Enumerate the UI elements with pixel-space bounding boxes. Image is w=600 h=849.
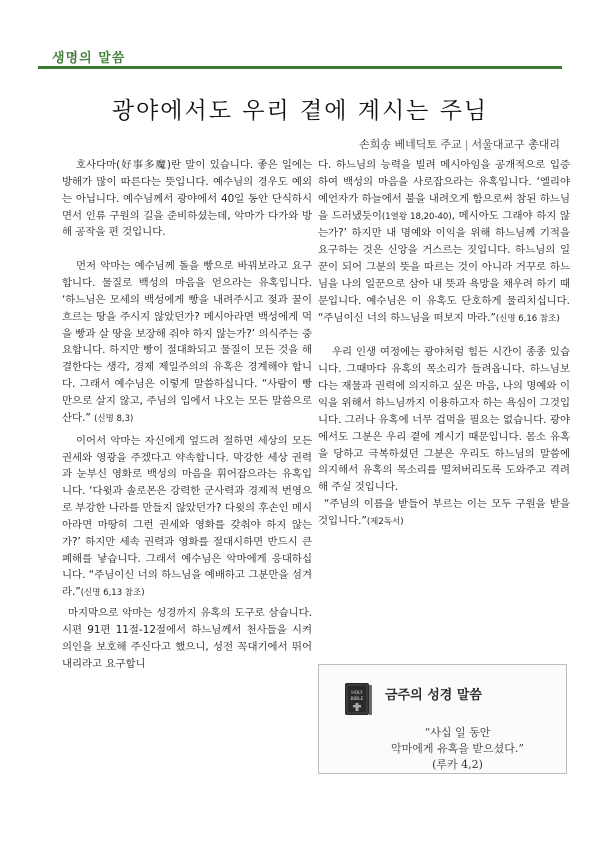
section-header: 생명의 말씀 bbox=[52, 51, 126, 66]
article-title: 광야에서도 우리 곁에 계시는 주님 bbox=[111, 98, 489, 124]
weekly-verse-box bbox=[318, 664, 567, 774]
paragraph-1: 호사다마(好事多魔)란 말이 있습니다. 좋은 일에는 방해가 많이 따른다는 뜻입니다. 예수님의 경우도 예외는 아닙니다. 예수님께서 광야에서 40일 동안 단식하시면서 인류 구원의 길을 준비하셨는데, 악마가 다가와 방해 공작을 편 것입니다. bbox=[62, 159, 312, 239]
box-title: 금주의 성경 말씀 bbox=[385, 688, 482, 703]
box-verse bbox=[349, 725, 566, 773]
scripture-ref: (신명 6,13 참조) bbox=[80, 588, 145, 599]
scripture-ref: (신명 6,16 참조) bbox=[495, 313, 560, 324]
right-column bbox=[318, 157, 570, 531]
header-rule bbox=[38, 66, 562, 69]
verse-line-1: “사십 일 동안 bbox=[424, 726, 491, 739]
paragraph-5: 우리 인생 여정에는 광야처럼 힘든 시간이 종종 있습니다. 그때마다 유혹의 목소리가 들려옵니다. 하느님보다는 재물과 권력에 의지하고 싶은 마음, 나의 명예와 이익을 위해서 하느님까지 이용하고자 하는 욕심이 그것입니다. 그러나 유혹에 너무 겁먹을 필요는 없습니다. 광야에서도 그분은 우리 곁에 계시기 때문입니다. 몸소 유혹을 당하고 극복하셨던 그분은 우리도 하느님의 말씀에 의지해서 유혹의 목소리를 떨쳐버리도록 도와주고 격려해 주실 것입니다. bbox=[318, 346, 570, 494]
left-column bbox=[62, 157, 312, 672]
paragraph-6: “주님의 이름을 받들어 부르는 이는 모두 구원을 받을 것입니다.”(제2독서) bbox=[318, 498, 570, 527]
verse-reference: (루카 4,2) bbox=[432, 758, 483, 771]
verse-line-2: 악마에게 유혹을 받으셨다.” bbox=[391, 742, 524, 755]
paragraph-4-continued: 다. 하느님의 능력을 빌려 메시아임을 공개적으로 입증하여 백성의 마음을 사로잡으라는 유혹입니다. ‘엘리야 예언자가 하늘에서 불을 내려오게 함으로써 참된 하느님을 드러냈듯이(1열왕 18,20-40), 메시아도 그래야 하지 않는가?’ 하지만 내 명예와 이익을 위해 하느님께 기적을 요구하는 것은 신앙을 거스르는 짓입니다. 하느님의 일꾼이 되어 그분의 뜻을 따르는 것이 아니라 거꾸로 하느님을 나의 일꾼으로 삼아 내 뜻과 욕망을 채우려 하기 때문입니다. 예수님은 이 유혹도 단호하게 물리치십니다. “주님이신 너의 하느님을 떠보지 마라.”(신명 6,16 참조) bbox=[318, 159, 571, 324]
paragraph-3: 이어서 악마는 자신에게 엎드려 절하면 세상의 모든 권세와 영광을 주겠다고 약속합니다. 막강한 세상 권력과 눈부신 영화로 백성의 마음을 휘어잡으라는 유혹입니다. ‘다윗과 솔로몬은 강력한 군사력과 경제적 번영으로 부강한 나라를 만들지 않았던가? 다윗의 후손인 메시아라면 마땅히 그런 권세와 영화를 갖춰야 하지 않는가?’ 하지만 세속 권력과 영화를 절대시하면 반드시 큰 폐해를 낳습니다. 그래서 예수님은 악마에게 응대하십니다. “주님이신 너의 하느님을 예배하고 그분만을 섬겨라.”(신명 6,13 참조) bbox=[62, 434, 312, 599]
paragraph-2: 먼저 악마는 예수님께 돌을 빵으로 바꿔보라고 요구합니다. 물질로 백성의 마음을 얻으라는 유혹입니다. ‘하느님은 모세의 백성에게 빵을 내려주시고 젖과 꿀이 흐르는 땅을 주시지 않았던가? 메시아라면 백성에게 먹을 빵과 살 땅을 보장해 줘야 하지 않는가?’ 의식주는 중요합니다. 하지만 빵이 절대화되고 물질이 모든 것을 해결한다는 생각, 경제 제일주의의 유혹은 경계해야 합니다. 그래서 예수님은 이렇게 말씀하십니다. “사람이 빵만으로 살지 않고, 주님의 입에서 나오는 모든 말씀으로 산다.” (신명 8,3) bbox=[62, 260, 312, 424]
author-name: 손희송 베네딕토 주교 bbox=[359, 138, 462, 151]
scripture-ref: (제2독서) bbox=[366, 516, 404, 527]
bible-icon bbox=[342, 679, 374, 719]
svg-text:HOLY: HOLY bbox=[351, 691, 363, 696]
author-byline bbox=[359, 136, 560, 152]
author-separator: | bbox=[464, 138, 469, 151]
scripture-ref: (1열왕 18,20-40) bbox=[381, 211, 452, 222]
svg-text:BIBLE: BIBLE bbox=[350, 697, 364, 702]
paragraph-4: 마지막으로 악마는 성경까지 유혹의 도구로 삼습니다. 시편 91편 11절-12절에서 하느님께서 천사들을 시켜 의인을 보호해 주신다고 했으니, 성전 꼭대기에서 뛰어내리라고 요구합니 bbox=[62, 607, 312, 670]
author-diocese: 서울대교구 총대리 bbox=[471, 138, 560, 151]
scripture-ref: (신명 8,3) bbox=[94, 413, 134, 424]
